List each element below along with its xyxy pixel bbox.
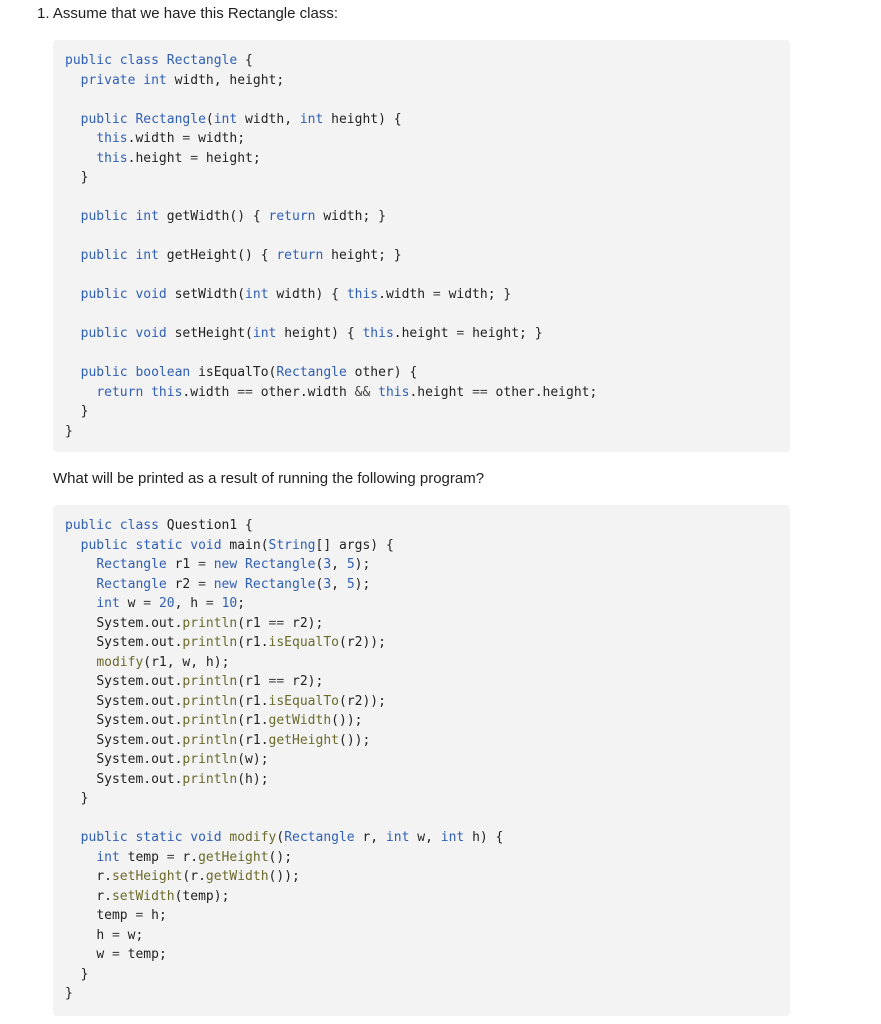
question-label: 1. Assume that we have this Rectangle class: — [37, 5, 338, 22]
code-line: public static void modify(Rectangle r, int w, int h) { — [80, 830, 504, 845]
code-line: } — [65, 423, 73, 439]
code-line: modify(r1, w, h); — [96, 654, 230, 670]
code-line: public void setHeight(int height) { this.height = height; } — [80, 326, 543, 341]
code-line: r.setWidth(temp); — [96, 888, 230, 904]
code-line: return this.width == other.width && this.height == other.height; — [96, 384, 598, 400]
code-line: public int getWidth() { return width; } — [80, 209, 386, 224]
code-line: System.out.println(r1 == r2); — [96, 615, 324, 631]
code-line: int w = 20, h = 10; — [96, 596, 246, 611]
code-line: public Rectangle(int width, int height) { — [80, 111, 402, 127]
code-line: System.out.println(r1.isEqualTo(r2)); — [96, 693, 386, 709]
code-line: System.out.println(r1.isEqualTo(r2)); — [96, 635, 386, 650]
code-block-rectangle-class — [53, 40, 790, 452]
code-line: } — [80, 170, 89, 185]
code-line: private int width, height; — [80, 72, 285, 88]
question-prompt: What will be printed as a result of running the following program? — [53, 470, 485, 487]
code-line: public class Rectangle { — [65, 53, 253, 68]
code-line: public static void main(String[] args) { — [80, 537, 394, 553]
code-content — [65, 51, 597, 441]
code-line: public class Question1 { — [65, 518, 253, 533]
code-line: w = temp; — [96, 947, 167, 962]
code-line: Rectangle r2 = new Rectangle(3, 5); — [96, 576, 371, 592]
code-content — [65, 516, 503, 1004]
code-line: } — [80, 404, 89, 419]
code-line: System.out.println(r1 == r2); — [96, 674, 324, 689]
code-line: public int getHeight() { return height; } — [80, 248, 402, 263]
code-line: } — [80, 791, 89, 806]
code-line: System.out.println(h); — [96, 771, 269, 787]
code-line: } — [80, 966, 89, 982]
code-line: r.setHeight(r.getWidth()); — [96, 869, 300, 884]
code-line: this.height = height; — [96, 150, 261, 166]
code-line: int temp = r.getHeight(); — [96, 849, 293, 865]
code-line: public boolean isEqualTo(Rectangle other) { — [80, 365, 418, 380]
code-line: h = w; — [96, 927, 144, 943]
code-line: System.out.println(r1.getWidth()); — [96, 713, 363, 728]
code-line: this.width = width; — [96, 131, 246, 146]
code-line: temp = h; — [96, 908, 167, 923]
code-line: public void setWidth(int width) { this.width = width; } — [80, 287, 512, 302]
code-line: System.out.println(r1.getHeight()); — [96, 732, 371, 748]
code-line: System.out.println(w); — [96, 752, 269, 767]
code-block-question1-program — [53, 505, 790, 1016]
code-line: Rectangle r1 = new Rectangle(3, 5); — [96, 557, 371, 572]
code-line: } — [65, 986, 73, 1001]
